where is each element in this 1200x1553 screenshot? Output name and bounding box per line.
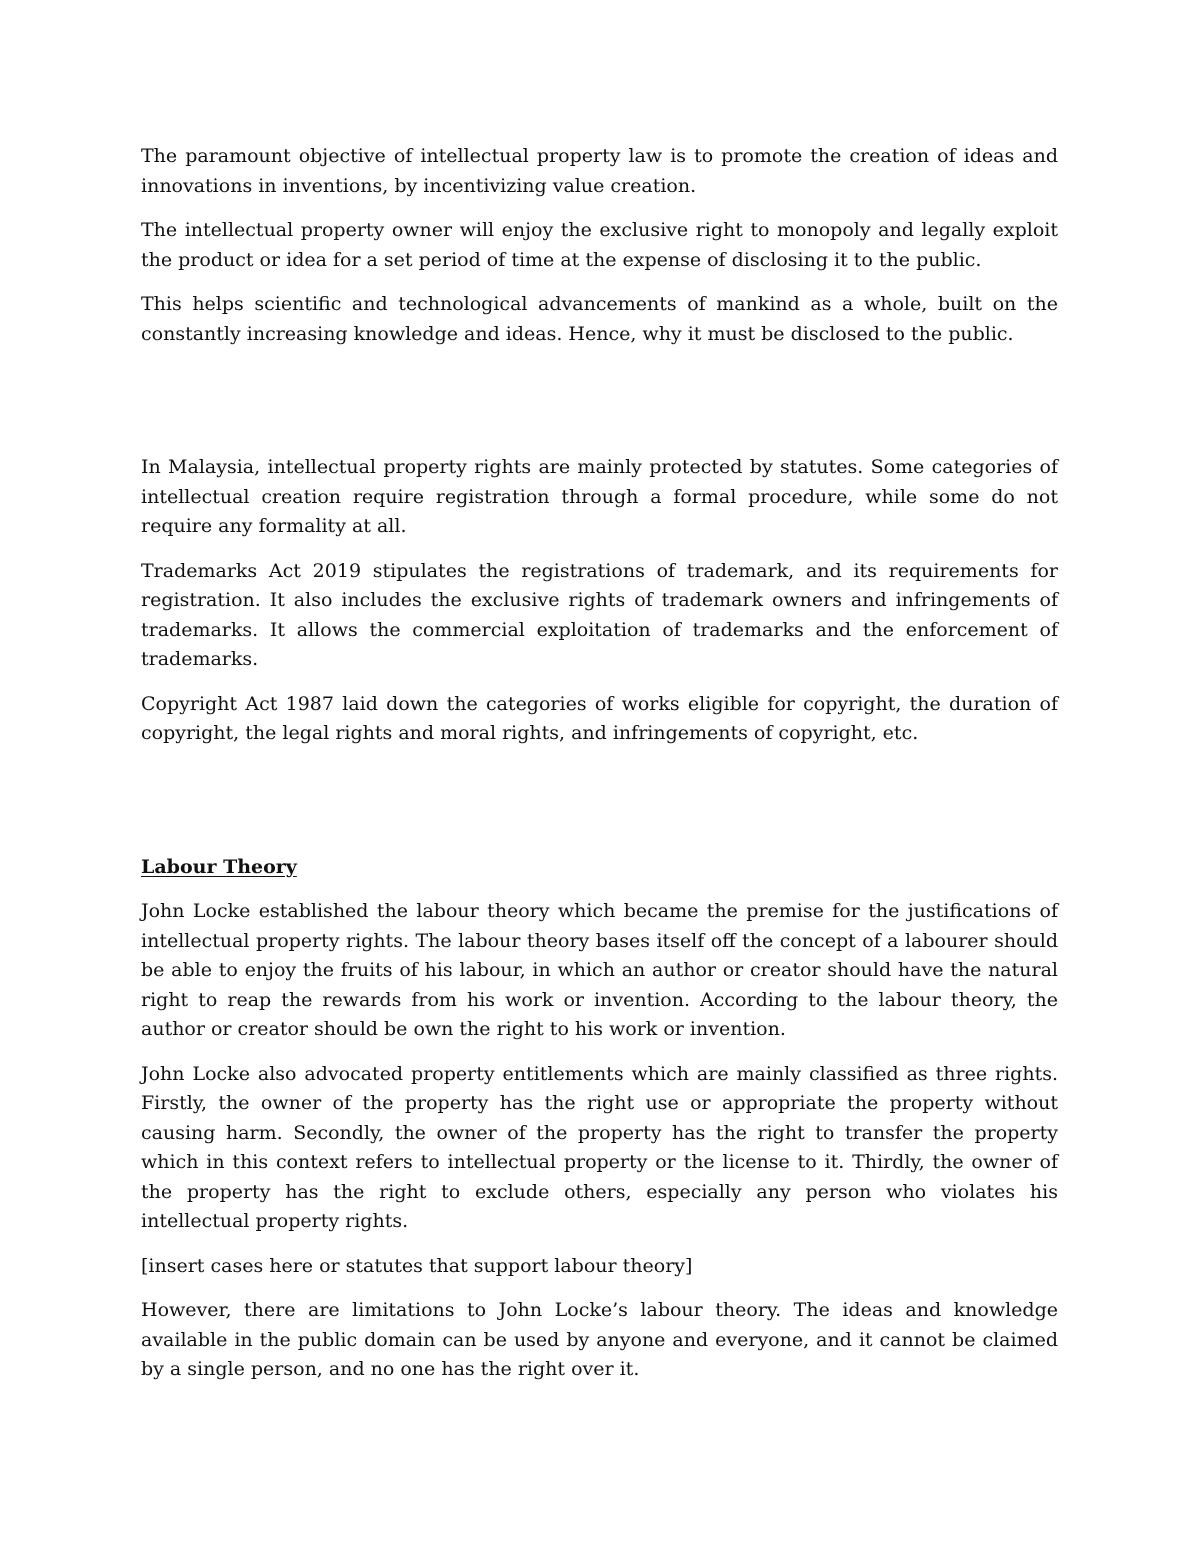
- document-body: [141, 142, 1058, 1400]
- blank-spacer: [141, 764, 1058, 853]
- paragraph-malaysia-statutes: In Malaysia, intellectual property rights are mainly protected by statutes. Some categories of intellectual creation require registration through a formal procedure, while some do not require any formality at all.: [141, 456, 1058, 537]
- section-heading-labour-theory: Labour Theory: [141, 855, 297, 878]
- paragraph-property-entitlements: John Locke also advocated property entitlements which are mainly classified as three rights. Firstly, the owner of the property has the right use or appropriate the property without causing harm. Secondly, the owner of the property has the right to transfer the property which in this context refers to intellectual property or the license to it. Thirdly, the owner of the property has the right to exclude others, especially any person who violates his intellectual property rights.: [141, 1062, 1058, 1232]
- paragraph-limitations: However, there are limitations to John Locke’s labour theory. The ideas and knowledge available in the public domain can be used by anyone and everyone, and it cannot be claimed by a single person, and no one has the right over it.: [141, 1299, 1058, 1380]
- paragraph-copyright-act: Copyright Act 1987 laid down the categories of works eligible for copyright, the duration of copyright, the legal rights and moral rights, and infringements of copyright, etc.: [141, 692, 1058, 744]
- blank-spacer: [141, 364, 1058, 453]
- paragraph-ip-objective: The paramount objective of intellectual property law is to promote the creation of ideas and innovations in inventions, by incentivizing value creation.: [141, 145, 1058, 197]
- paragraph-trademarks-act: Trademarks Act 2019 stipulates the registrations of trademark, and its requirements for registration. It also includes the exclusive rights of trademark owners and infringements of trademarks. It allows the commercial exploitation of trademarks and the enforcement of trademarks.: [141, 559, 1058, 670]
- paragraph-advancements: This helps scientific and technological advancements of mankind as a whole, built on the constantly increasing knowledge and ideas. Hence, why it must be disclosed to the public.: [141, 293, 1058, 345]
- paragraph-exclusive-right: The intellectual property owner will enjoy the exclusive right to monopoly and legally exploit the product or idea for a set period of time at the expense of disclosing it to the public.: [141, 219, 1058, 271]
- paragraph-locke-labour-theory: John Locke established the labour theory which became the premise for the justifications of intellectual property rights. The labour theory bases itself off the concept of a labourer should be able to enjoy the fruits of his labour, in which an author or creator should have the natural right to reap the rewards from his work or invention. According to the labour theory, the author or creator should be own the right to his work or invention.: [141, 900, 1058, 1040]
- paragraph-insert-cases-placeholder: [insert cases here or statutes that support labour theory]: [141, 1254, 693, 1277]
